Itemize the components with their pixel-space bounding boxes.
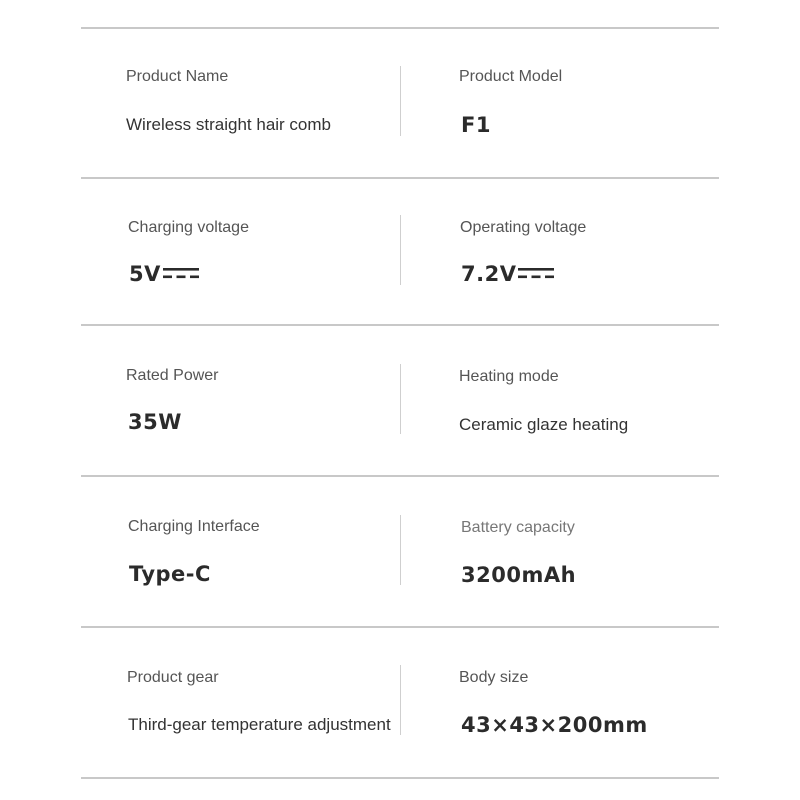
- operating-voltage-value: [461, 262, 554, 286]
- dc-icon: [163, 267, 199, 279]
- product-name-value: Wireless straight hair comb: [126, 115, 332, 134]
- column-separator: [400, 66, 401, 136]
- column-separator: [400, 665, 401, 735]
- charging-interface-label: Charging Interface: [128, 518, 260, 535]
- divider-row-3: [81, 475, 719, 477]
- rated-power-value: 35W: [128, 410, 182, 434]
- body-size-value: 43×43×200mm: [461, 713, 648, 737]
- heating-mode-value: Ceramic glaze heating: [459, 415, 629, 434]
- column-separator: [400, 515, 401, 585]
- divider-row-4: [81, 626, 719, 628]
- product-name-label: Product Name: [126, 68, 229, 85]
- column-separator: [400, 364, 401, 434]
- divider-row-2: [81, 324, 719, 326]
- dc-icon: [518, 267, 554, 279]
- charging-voltage-label: Charging voltage: [128, 219, 249, 236]
- charging-interface-value: Type-C: [129, 562, 211, 586]
- rated-power-label: Rated Power: [126, 367, 219, 384]
- battery-capacity-value: 3200mAh: [461, 563, 577, 587]
- product-model-label: Product Model: [459, 68, 563, 85]
- column-separator: [400, 215, 401, 285]
- body-size-label: Body size: [459, 669, 529, 686]
- divider-top: [81, 27, 719, 29]
- product-gear-value: Third-gear temperature adjustment: [128, 715, 391, 734]
- battery-capacity-label: Battery capacity: [461, 519, 575, 536]
- operating-voltage-label: Operating voltage: [460, 219, 587, 236]
- product-gear-label: Product gear: [127, 669, 219, 686]
- product-model-value: F1: [461, 113, 491, 137]
- charging-voltage-number: 5V: [129, 262, 161, 286]
- divider-bottom: [81, 777, 719, 779]
- operating-voltage-number: 7.2V: [461, 262, 517, 286]
- heating-mode-label: Heating mode: [459, 368, 559, 385]
- charging-voltage-value: [129, 262, 199, 286]
- divider-row-1: [81, 177, 719, 179]
